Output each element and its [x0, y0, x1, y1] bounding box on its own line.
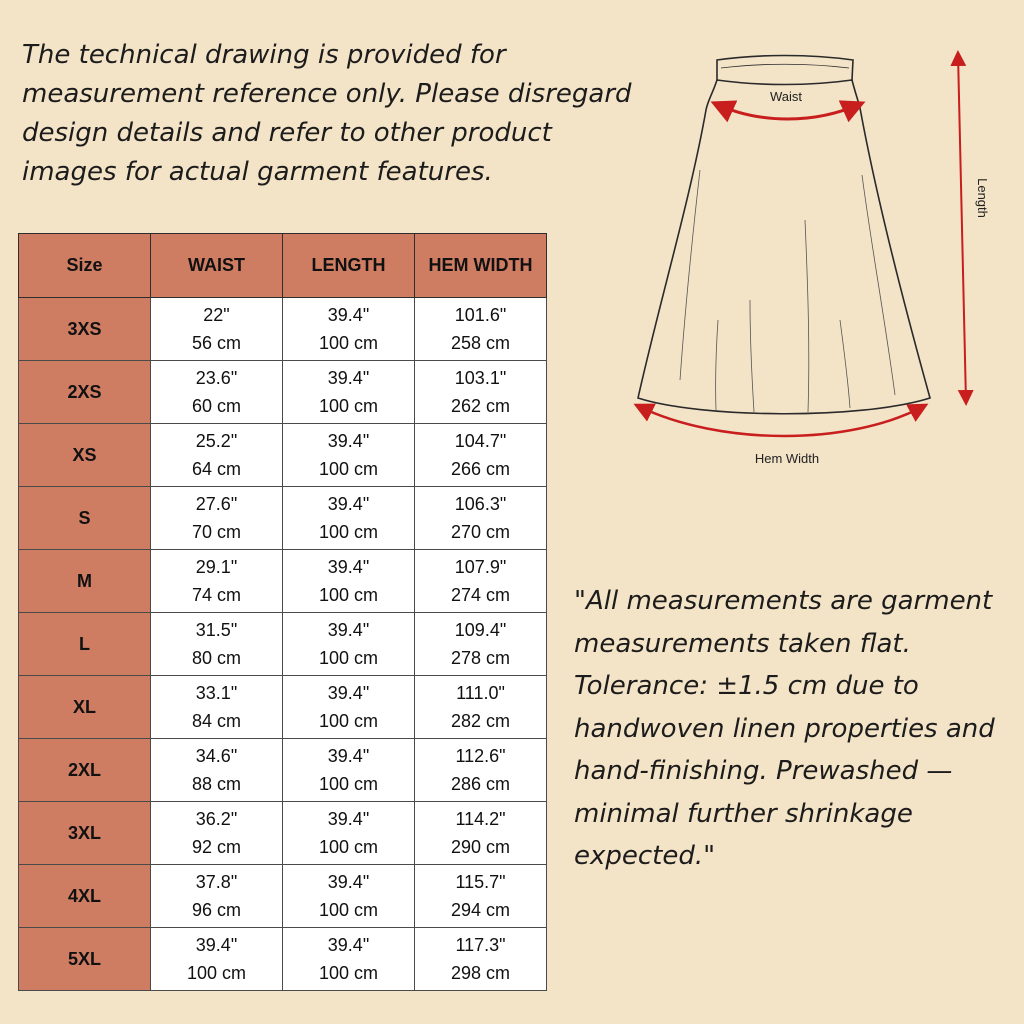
header-length: LENGTH	[283, 234, 415, 298]
intro-line: The technical drawing is provided for	[22, 40, 506, 70]
waist-label: Waist	[769, 89, 803, 104]
hem-width-inches: 109.4"	[454, 620, 507, 640]
waist-cell	[151, 487, 283, 550]
quote-line: measurements taken flat.	[574, 628, 911, 659]
hem-width-inches: 104.7"	[454, 431, 507, 451]
table-row	[19, 613, 547, 676]
quote-line: "All measurements are garment	[574, 586, 993, 616]
length-cell	[283, 865, 415, 928]
length-cm: 100 cm	[318, 711, 379, 731]
quote-line: expected."	[574, 841, 716, 871]
waist-cell	[151, 424, 283, 487]
table-row	[19, 298, 547, 361]
hem-width-cell	[415, 928, 547, 991]
waist-cm: 100 cm	[186, 963, 247, 983]
length-cm: 100 cm	[318, 585, 379, 605]
length-cm: 100 cm	[318, 333, 379, 353]
waist-cell	[151, 550, 283, 613]
hem-width-inches: 101.6"	[454, 305, 507, 325]
header-hem-width: HEM WIDTH	[415, 234, 547, 298]
skirt-outline	[638, 56, 930, 414]
length-cm: 100 cm	[318, 774, 379, 794]
hem-width-cell	[415, 298, 547, 361]
waist-cell	[151, 613, 283, 676]
hem-width-cell	[415, 550, 547, 613]
length-cell	[283, 361, 415, 424]
table-row	[19, 739, 547, 802]
waist-cm: 64 cm	[191, 459, 242, 479]
table-row	[19, 928, 547, 991]
waist-cell	[151, 298, 283, 361]
hem-width-inches: 117.3"	[455, 935, 506, 955]
hem-width-cm: 286 cm	[450, 774, 511, 794]
length-cell	[283, 487, 415, 550]
waist-cm: 96 cm	[191, 900, 242, 920]
waist-inches: 25.2"	[195, 431, 238, 451]
hem-width-inches: 115.7"	[455, 872, 506, 892]
waist-cm: 80 cm	[191, 648, 242, 668]
length-inches: 39.4"	[327, 809, 370, 829]
length-arrow	[958, 54, 966, 402]
size-chart-table	[18, 233, 547, 991]
hem-width-cm: 258 cm	[450, 333, 511, 353]
hem-width-cell	[415, 676, 547, 739]
waist-inches: 34.6"	[195, 746, 238, 766]
hem-width-inches: 103.1"	[454, 368, 507, 388]
waist-inches: 23.6"	[195, 368, 238, 388]
hem-width-inches: 111.0"	[456, 683, 505, 703]
table-row	[19, 550, 547, 613]
hem-width-inches: 112.6"	[455, 746, 506, 766]
waist-cm: 74 cm	[191, 585, 242, 605]
table-header-row	[19, 234, 547, 298]
waist-inches: 27.6"	[195, 494, 238, 514]
length-cell	[283, 298, 415, 361]
length-cm: 100 cm	[318, 522, 379, 542]
waist-cell	[151, 865, 283, 928]
size-cell: L	[19, 613, 151, 676]
waist-inches: 37.8"	[195, 872, 238, 892]
length-label: Length	[975, 178, 990, 218]
length-cm: 100 cm	[318, 837, 379, 857]
hem-width-inches: 106.3"	[454, 494, 507, 514]
length-cm: 100 cm	[318, 900, 379, 920]
size-cell: M	[19, 550, 151, 613]
waist-inches: 22"	[203, 305, 230, 325]
skirt-technical-drawing	[620, 40, 1020, 480]
length-cm: 100 cm	[318, 963, 379, 983]
length-cell	[283, 550, 415, 613]
table-row	[19, 865, 547, 928]
size-cell: 3XL	[19, 802, 151, 865]
hem-width-cell	[415, 487, 547, 550]
intro-line: measurement reference only. Please disregard	[22, 79, 632, 109]
length-cell	[283, 424, 415, 487]
header-size: Size	[19, 234, 151, 298]
table-row	[19, 424, 547, 487]
length-inches: 39.4"	[327, 872, 370, 892]
hem-width-cm: 274 cm	[450, 585, 511, 605]
waist-cm: 60 cm	[191, 396, 242, 416]
waist-cm: 84 cm	[191, 711, 242, 731]
quote-line: handwoven linen properties and	[574, 713, 995, 744]
waist-cm: 70 cm	[191, 522, 242, 542]
hem-width-cell	[415, 613, 547, 676]
hem-width-cm: 290 cm	[450, 837, 511, 857]
table-row	[19, 361, 547, 424]
hem-width-cm: 298 cm	[450, 963, 511, 983]
hem-width-cell	[415, 739, 547, 802]
length-cm: 100 cm	[318, 459, 379, 479]
intro-line: design details and refer to other product	[22, 118, 552, 148]
length-cm: 100 cm	[318, 648, 379, 668]
length-inches: 39.4"	[327, 557, 370, 577]
length-inches: 39.4"	[327, 683, 370, 703]
tolerance-note	[574, 580, 1014, 878]
waist-cell	[151, 928, 283, 991]
size-cell: XS	[19, 424, 151, 487]
length-inches: 39.4"	[327, 746, 370, 766]
size-cell: 4XL	[19, 865, 151, 928]
hem-width-cell	[415, 424, 547, 487]
size-cell: XL	[19, 676, 151, 739]
length-cell	[283, 676, 415, 739]
length-cell	[283, 739, 415, 802]
waist-cell	[151, 676, 283, 739]
size-cell: S	[19, 487, 151, 550]
waist-cm: 88 cm	[191, 774, 242, 794]
hem-width-cell	[415, 361, 547, 424]
waist-cell	[151, 739, 283, 802]
quote-line: minimal further shrinkage	[574, 798, 913, 829]
hem-width-cm: 282 cm	[450, 711, 511, 731]
length-inches: 39.4"	[327, 368, 370, 388]
header-waist: WAIST	[151, 234, 283, 298]
size-cell: 3XS	[19, 298, 151, 361]
waist-inches: 29.1"	[195, 557, 238, 577]
intro-note	[22, 36, 632, 192]
hem-width-cm: 270 cm	[450, 522, 511, 542]
length-cell	[283, 613, 415, 676]
waist-cm: 56 cm	[191, 333, 242, 353]
hem-width-cell	[415, 802, 547, 865]
hem-width-cm: 278 cm	[450, 648, 511, 668]
table-row	[19, 487, 547, 550]
waist-cell	[151, 361, 283, 424]
length-cm: 100 cm	[318, 396, 379, 416]
waist-inches: 39.4"	[195, 935, 238, 955]
waist-inches: 31.5"	[195, 620, 238, 640]
hem-width-cm: 294 cm	[450, 900, 511, 920]
waist-inches: 33.1"	[195, 683, 238, 703]
waist-cell	[151, 802, 283, 865]
size-cell: 5XL	[19, 928, 151, 991]
table-row	[19, 676, 547, 739]
quote-line: Tolerance: ±1.5 cm due to	[574, 671, 919, 701]
length-inches: 39.4"	[327, 431, 370, 451]
hem-width-inches: 114.2"	[455, 809, 506, 829]
waist-inches: 36.2"	[195, 809, 238, 829]
length-inches: 39.4"	[327, 620, 370, 640]
size-cell: 2XS	[19, 361, 151, 424]
length-inches: 39.4"	[327, 305, 370, 325]
hem-width-cm: 266 cm	[450, 459, 511, 479]
length-inches: 39.4"	[327, 494, 370, 514]
hem-width-inches: 107.9"	[454, 557, 507, 577]
hem-width-cm: 262 cm	[450, 396, 511, 416]
quote-line: hand-finishing. Prewashed —	[574, 756, 953, 786]
hem-width-cell	[415, 865, 547, 928]
table-row	[19, 802, 547, 865]
table-body	[19, 298, 547, 991]
length-inches: 39.4"	[327, 935, 370, 955]
waist-cm: 92 cm	[191, 837, 242, 857]
hem-width-label: Hem Width	[754, 451, 820, 466]
length-cell	[283, 802, 415, 865]
intro-line: images for actual garment features.	[22, 157, 493, 187]
size-cell: 2XL	[19, 739, 151, 802]
length-cell	[283, 928, 415, 991]
